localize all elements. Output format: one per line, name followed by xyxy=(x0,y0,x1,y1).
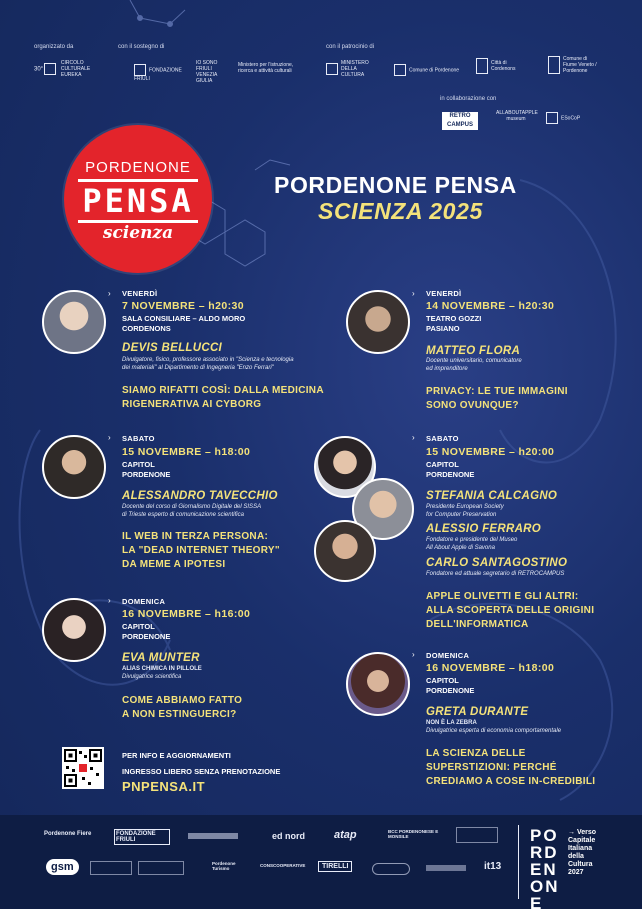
footer-logo-14 xyxy=(372,863,410,875)
patron-logo-1: MINISTERO DELLA CULTURA xyxy=(326,60,386,78)
event4-speaker3: CARLO SANTAGOSTINO xyxy=(426,557,568,569)
footer-divider xyxy=(518,825,519,899)
footer-logo-fondazione-friuli: FONDAZIONE FRIULI xyxy=(114,829,170,845)
patron-logo-3: Città di Cordenons xyxy=(476,58,536,74)
event6-day: DOMENICA xyxy=(426,651,470,660)
crest-icon xyxy=(476,58,488,74)
org-name: CIRCOLO CULTURALE EUREKA xyxy=(60,60,91,78)
event6-desc2: Divulgatrice esperta di economia comportamentale xyxy=(426,728,562,734)
qr-code[interactable] xyxy=(62,747,104,789)
speaker-photo-devis-bellucci xyxy=(42,290,106,354)
arrow-icon: › xyxy=(412,289,415,298)
qr-code-icon xyxy=(62,747,104,789)
support-label: con il sostegno di xyxy=(118,44,165,50)
sponsor-logo-2: IO SONO FRIULI VENEZIA GIULIA xyxy=(196,60,218,84)
event2-talk1: PRIVACY: LE TUE IMMAGINI xyxy=(426,386,568,397)
event4-day: SABATO xyxy=(426,434,459,443)
event1-desc2: dei materiali" al Dipartimento di Ingegneria "Enzo Ferrari" xyxy=(122,365,274,371)
event6-date: 16 NOVEMBRE – h18:00 xyxy=(426,662,555,674)
event4-desc1: Presidente European Society xyxy=(426,504,504,510)
event-title: PORDENONE PENSA xyxy=(274,172,517,198)
event4-city: PORDENONE xyxy=(426,470,475,479)
event3-speaker: ALESSANDRO TAVECCHIO xyxy=(122,490,278,502)
crest-icon xyxy=(394,64,406,76)
speaker-photo-alessandro-tavecchio xyxy=(42,435,106,499)
speaker-photo-eva-munter xyxy=(42,598,106,662)
event1-city: CORDENONS xyxy=(122,324,171,333)
event5-talk2: A NON ESTINGUERCI? xyxy=(122,709,237,720)
event3-talk2: LA "DEAD INTERNET THEORY" xyxy=(122,545,280,556)
logo-bottom-text: scienza xyxy=(102,223,174,243)
footer-logo-pordenone-fiere: Pordenone Fiere xyxy=(44,831,92,837)
event6-desc1: NON È LA ZEBRA xyxy=(426,720,477,726)
info-line1: PER INFO E AGGIORNAMENTI xyxy=(122,751,231,760)
footer-logo-atap: atap xyxy=(334,829,357,841)
event5-talk1: COME ABBIAMO FATTO xyxy=(122,695,243,706)
event3-talk1: IL WEB IN TERZA PERSONA: xyxy=(122,531,269,542)
event1-day: VENERDÌ xyxy=(122,289,158,298)
sponsor-logo-3: Ministero per l'istruzione, ricerca e attività culturali xyxy=(238,62,294,74)
event3-desc2: di Trieste esperto di comunicazione scientifica xyxy=(122,512,244,518)
event5-city: PORDENONE xyxy=(122,632,171,641)
footer-sponsors xyxy=(0,815,642,909)
patron-logo-4: Comune di Fiume Veneto / Pordenone xyxy=(548,56,608,74)
crest-icon xyxy=(548,56,560,74)
capital-logo-name: PORDENONE xyxy=(530,826,560,909)
arrow-icon: › xyxy=(108,596,111,605)
event6-talk2: SUPERSTIZIONI: PERCHÉ xyxy=(426,762,557,773)
event2-desc2: ed imprenditore xyxy=(426,366,468,372)
event3-city: PORDENONE xyxy=(122,470,171,479)
organizer-logo xyxy=(34,60,114,78)
event4-talk1: APPLE OLIVETTI E GLI ALTRI: xyxy=(426,591,579,602)
event4-date: 15 NOVEMBRE – h20:00 xyxy=(426,446,555,458)
event4-desc5: Fondatore ed attuale segretario di RETROCAMPUS xyxy=(426,571,565,577)
event2-day: VENERDÌ xyxy=(426,289,462,298)
pordenone-pensa-logo xyxy=(64,125,212,273)
event4-desc3: Fondatore e presidente del Museo xyxy=(426,537,518,543)
footer-logo-it13: it13 xyxy=(484,861,502,872)
arrow-icon: › xyxy=(412,433,415,442)
computer-icon xyxy=(546,112,558,124)
event3-day: SABATO xyxy=(122,434,155,443)
event6-venue: CAPITOL xyxy=(426,676,459,685)
event1-speaker: DEVIS BELLUCCI xyxy=(122,342,223,354)
event3-venue: CAPITOL xyxy=(122,460,155,469)
event3-date: 15 NOVEMBRE – h18:00 xyxy=(122,446,251,458)
arrow-icon: › xyxy=(108,433,111,442)
event6-talk1: LA SCIENZA DELLE xyxy=(426,748,526,759)
footer-logo-tirelli: TIRELLI xyxy=(318,861,352,872)
event3-desc1: Docente del corso di Giornalismo Digitale del SISSA xyxy=(122,504,262,510)
event5-day: DOMENICA xyxy=(122,597,166,606)
speaker-photo-greta-durante xyxy=(346,652,410,716)
event2-venue: TEATRO GOZZI xyxy=(426,314,482,323)
logo-mid-text: PENSA xyxy=(78,179,198,223)
collaboration-label: in collaborazione con xyxy=(440,96,497,102)
event4-talk3: DELL'INFORMATICA xyxy=(426,619,529,630)
footer-logo-pordenone-turismo: Pordenone Turismo xyxy=(212,861,236,871)
footer-logo-15 xyxy=(426,865,466,871)
event5-date: 16 NOVEMBRE – h16:00 xyxy=(122,608,251,620)
footer-logo-9 xyxy=(90,861,132,875)
footer-logo-bcc: BCC PORDENONESE E MONSILE xyxy=(388,829,439,839)
arrow-icon: › xyxy=(412,650,415,659)
footer-logo-confcooperative: CONSCOOPERATIVE xyxy=(260,863,306,868)
sponsor-logo-1: FONDAZIONE FRIULI xyxy=(134,64,190,82)
arrow-icon: › xyxy=(108,289,111,298)
logo-top-text: PORDENONE xyxy=(85,159,191,176)
event3-talk3: DA MEME A IPOTESI xyxy=(122,559,226,570)
event2-speaker: MATTEO FLORA xyxy=(426,345,521,357)
footer-logo-ednord: ed nord xyxy=(272,831,305,841)
event5-desc1: ALIAS CHIMICA IN PILLOLE xyxy=(122,666,202,672)
footer-logo-10 xyxy=(138,861,184,875)
patronage-label: con il patrocinio di xyxy=(326,44,375,50)
org-number: 30° xyxy=(34,66,44,73)
event2-desc1: Docente universitario, comunicatore xyxy=(426,358,522,364)
ministry-icon xyxy=(326,63,338,75)
event6-city: PORDENONE xyxy=(426,686,475,695)
event2-talk2: SONO OVUNQUE? xyxy=(426,400,519,411)
speaker-photo-carlo-santagostino xyxy=(314,520,376,582)
event5-desc2: Divulgatrice scientifica xyxy=(122,674,182,680)
event-subtitle: SCIENZA 2025 xyxy=(318,198,483,224)
collab-logo-3: ESoCoP xyxy=(546,112,586,124)
event1-desc1: Divulgatore, fisico, professore associato in "Scienza e tecnologia xyxy=(122,357,294,363)
footer-logo-3 xyxy=(188,833,238,839)
event4-venue: CAPITOL xyxy=(426,460,459,469)
fondazione-icon xyxy=(134,64,146,76)
collab-logo-1: RETRO CAMPUS xyxy=(442,112,478,130)
organized-by-label: organizzato da xyxy=(34,44,74,50)
speaker-photo-matteo-flora xyxy=(346,290,410,354)
patron-logo-2: Comune di Pordenone xyxy=(394,64,464,76)
event4-speaker2: ALESSIO FERRARO xyxy=(426,523,542,535)
footer-logo-gsm: gsm xyxy=(46,859,79,875)
event2-date: 14 NOVEMBRE – h20:30 xyxy=(426,300,555,312)
event6-speaker: GRETA DURANTE xyxy=(426,706,529,718)
capital-logo-text: → Verso Capitale Italiana della Cultura 2027 xyxy=(568,829,597,876)
event1-talk1: SIAMO RIFATTI COSÌ: DALLA MEDICINA xyxy=(122,385,324,396)
event2-city: PASIANO xyxy=(426,324,460,333)
event4-desc4: All About Apple di Savona xyxy=(426,545,495,551)
event1-talk2: RIGENERATIVA AI CYBORG xyxy=(122,399,262,410)
info-line2: INGRESSO LIBERO SENZA PRENOTAZIONE xyxy=(122,767,281,776)
event4-desc2: for Computer Preservation xyxy=(426,512,497,518)
event4-talk2: ALLA SCOPERTA DELLE ORIGINI xyxy=(426,605,595,616)
event1-date: 7 NOVEMBRE – h20:30 xyxy=(122,300,244,312)
website-link[interactable]: PNPENSA.IT xyxy=(122,779,206,794)
event5-venue: CAPITOL xyxy=(122,622,155,631)
circle-logo-icon xyxy=(44,63,56,75)
footer-logo-7 xyxy=(456,827,498,843)
event1-venue: SALA CONSILIARE – ALDO MORO xyxy=(122,314,246,323)
event4-speaker1: STEFANIA CALCAGNO xyxy=(426,490,558,502)
collab-logo-2: ALLABOUTAPPLE museum xyxy=(496,110,538,122)
event5-speaker: EVA MUNTER xyxy=(122,652,200,664)
event6-talk3: CREDIAMO A COSE IN-CREDIBILI xyxy=(426,776,596,787)
